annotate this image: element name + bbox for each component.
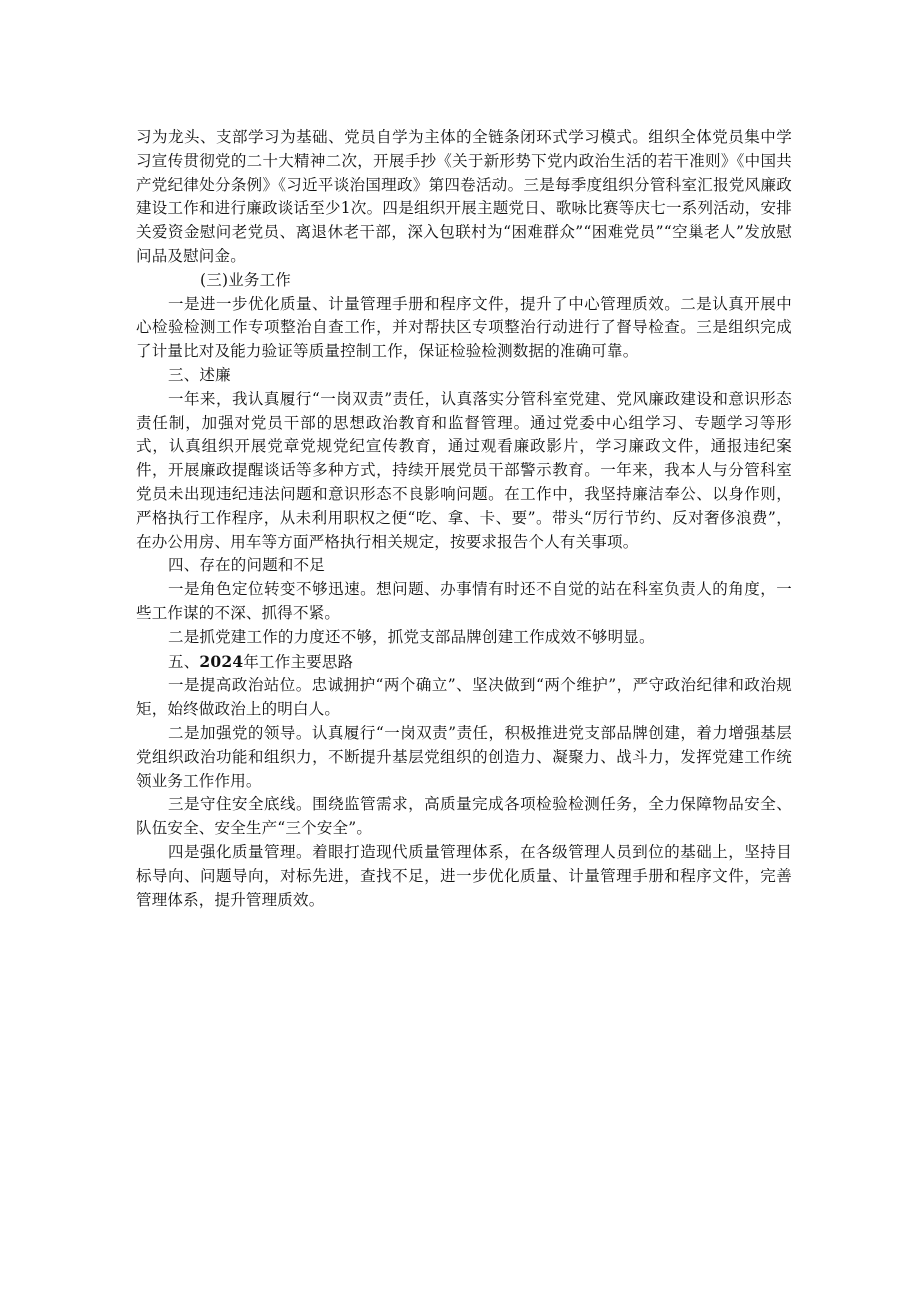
paragraph-plan-two: 二是加强党的领导。认真履行“一岗双责”责任，积极推进党支部品牌创建，着力增强基层党组织政治功能和组织力，不断提升基层党组织的创造力、凝聚力、战斗力，发挥党建工作统领业务工作作用。 (136, 723, 792, 790)
paragraph-plan-four: 四是强化质量管理。着眼打造现代质量管理体系，在各级管理人员到位的基础上，坚持目标导向、问题导向，对标先进，查找不足，进一步优化质量、计量管理手册和程序文件，完善管理体系，提升管理质效。 (136, 842, 792, 909)
heading-prefix: 五、 (168, 652, 200, 671)
section-heading-2024-plan (136, 650, 792, 675)
paragraph-problem-one: 一是角色定位转变不够迅速。想问题、办事情有时还不自觉的站在科室负责人的角度，一些工作谋的不深、抓得不紧。 (136, 580, 792, 622)
heading-year: 2024 (199, 651, 244, 671)
section-heading-integrity: 三、述廉 (168, 365, 231, 384)
paragraph-plan-three: 三是守住安全底线。围绕监管需求，高质量完成各项检验检测任务，全力保障物品安全、队伍安全、安全生产“三个安全”。 (136, 795, 792, 838)
subheading-business-work: (三)业务工作 (200, 270, 291, 289)
paragraph-plan-one: 一是提高政治站位。忠诚拥护“两个确立”、坚决做到“两个维护”，严守政治纪律和政治规矩，始终做政治上的明白人。 (136, 676, 792, 719)
paragraph-integrity: 一年来，我认真履行“一岗双责”责任，认真落实分管科室党建、党风廉政建设和意识形态责任制，加强对党员干部的思想政治教育和监督管理。通过党委中心组学习、专题学习等形式，认真组织开展党章党规党纪宣传教育，通过观看廉政影片，学习廉政文件，通报违纪案件，开展廉政提醒谈话等多种方式，持续开展党员干部警示教育。一年来，我本人与分管科室党员未出现违纪违法问题和意识形态不良影响问题。在工作中，我坚持廉洁奉公、以身作则，严格执行工作程序，从未利用职权之便“吃、拿、卡、要”。带头“厉行节约、反对奢侈浪费”，在办公用房、用车等方面严格执行相关规定，按要求报告个人有关事项。 (136, 389, 792, 551)
paragraph-study-model: 习为龙头、支部学习为基础、党员自学为主体的全链条闭环式学习模式。组织全体党员集中学习宣传贯彻党的二十大精神二次，开展手抄《关于新形势下党内政治生活的若干准则》《中国共产党纪律处分条例》《习近平谈治国理政》第四卷活动。三是每季度组织分管科室汇报党风廉政建设工作和进行廉政谈话至少1次。四是组织开展主题党日、歌咏比赛等庆七一系列活动，安排关爱资金慰问老党员、离退休老干部，深入包联村为“困难群众”“困难党员”“空巢老人”发放慰问品及慰问金。 (136, 128, 792, 265)
paragraph-business-work: 一是进一步优化质量、计量管理手册和程序文件，提升了中心管理质效。二是认真开展中心检验检测工作专项整治自查工作，并对帮扶区专项整治行动进行了督导检查。三是组织完成了计量比对及能力验证等质量控制工作，保证检验检测数据的准确可靠。 (136, 294, 792, 361)
heading-suffix: 年工作主要思路 (243, 652, 354, 671)
section-heading-problems: 四、存在的问题和不足 (168, 556, 326, 575)
document-page (136, 126, 792, 912)
paragraph-problem-two: 二是抓党建工作的力度还不够，抓党支部品牌创建工作成效不够明显。 (168, 627, 655, 646)
